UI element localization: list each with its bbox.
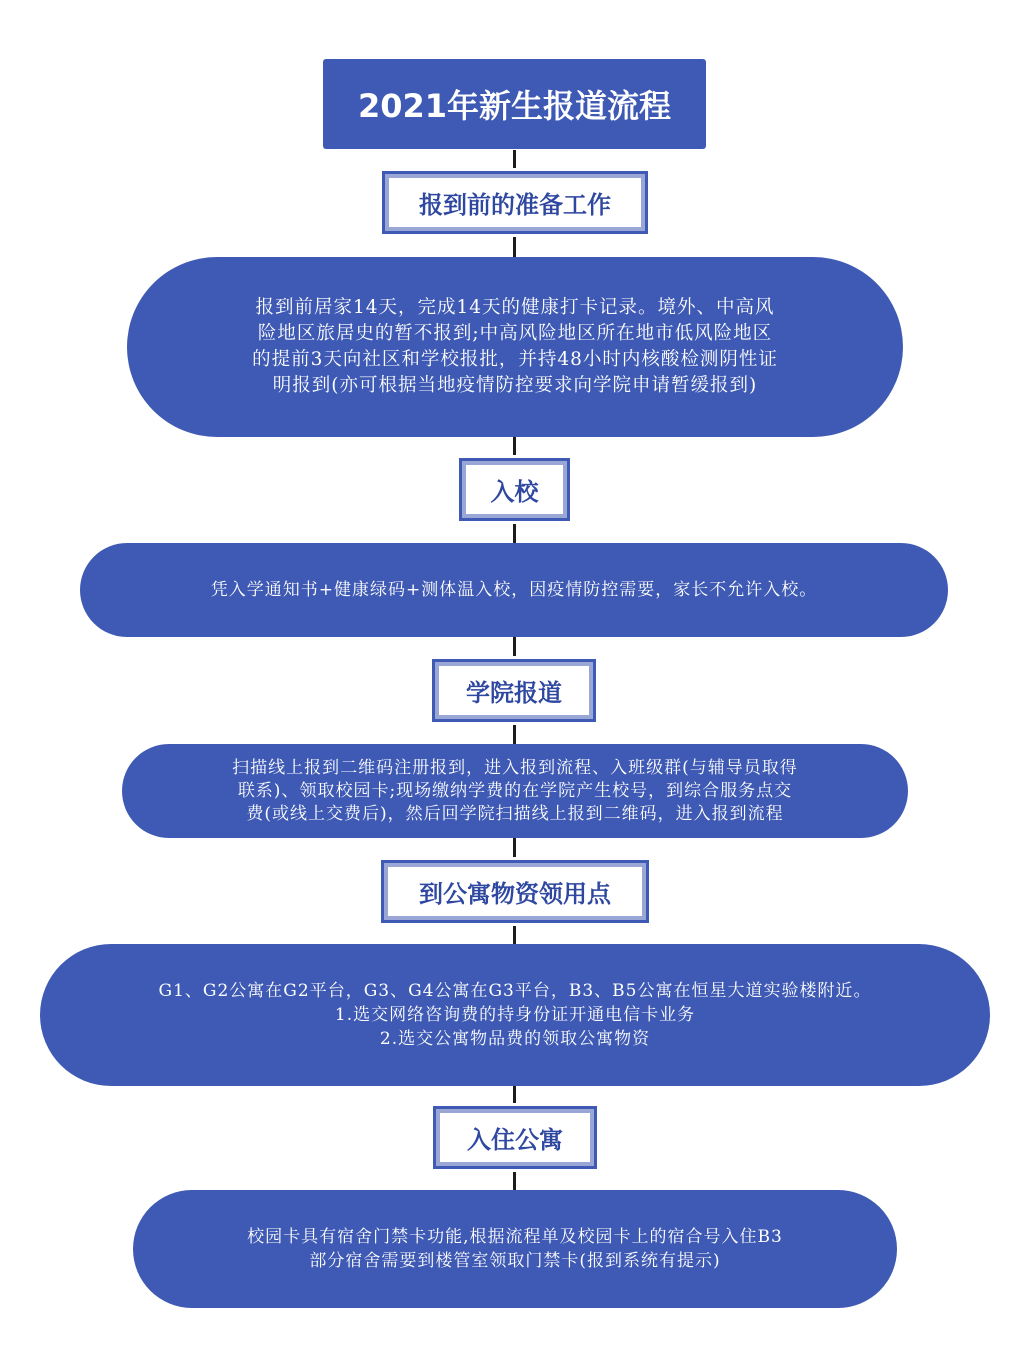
step-label-enter-campus: 入校 — [459, 458, 570, 521]
step-description-enter-campus — [80, 543, 948, 637]
step-description-move-in — [133, 1190, 897, 1308]
step-description-text: G1、G2公寓在G2平台，G3、G4公寓在G3平台，B3、B5公寓在恒星大道实验楼附近。 1.选交网络咨询费的持身份证开通电信卡业务 2.选交公寓物品费的领取公寓物资 — [158, 981, 872, 1049]
step-label-move-in: 入住公寓 — [433, 1106, 597, 1169]
step-description-preparation — [127, 257, 903, 437]
step-description-text: 扫描线上报到二维码注册报到，进入报到流程、入班级群(与辅导员取得 联系)、领取校园卡;现场缴纳学费的在学院产生校号，到综合服务点交 费(或线上交费后)，然后回学院扫描线上报到二维码，进入报到流程 — [232, 757, 798, 824]
step-description-text: 凭入学通知书+健康绿码+测体温入校，因疫情防控需要，家长不允许入校。 — [210, 580, 818, 600]
step-label-apartment-supplies: 到公寓物资领用点 — [381, 860, 649, 923]
step-label-preparation: 报到前的准备工作 — [382, 171, 648, 234]
step-description-college-registration — [122, 744, 908, 838]
step-description-apartment-supplies — [40, 944, 990, 1086]
step-description-text: 报到前居家14天，完成14天的健康打卡记录。境外、中高风 险地区旅居史的暂不报到;中高风险地区所在地市低风险地区 的提前3天向社区和学校报批，并持48小时内核酸检测阴性证 明报到(亦可根据当地疫情防控要求向学院申请暂缓报到) — [252, 297, 778, 396]
step-label-college-registration: 学院报道 — [432, 659, 596, 722]
step-description-text: 校园卡具有宿舍门禁卡功能,根据流程单及校园卡上的宿合号入住B3 部分宿舍需要到楼管室领取门禁卡(报到系统有提示) — [247, 1227, 783, 1271]
flowchart-title: 2021年新生报道流程 — [323, 59, 706, 149]
